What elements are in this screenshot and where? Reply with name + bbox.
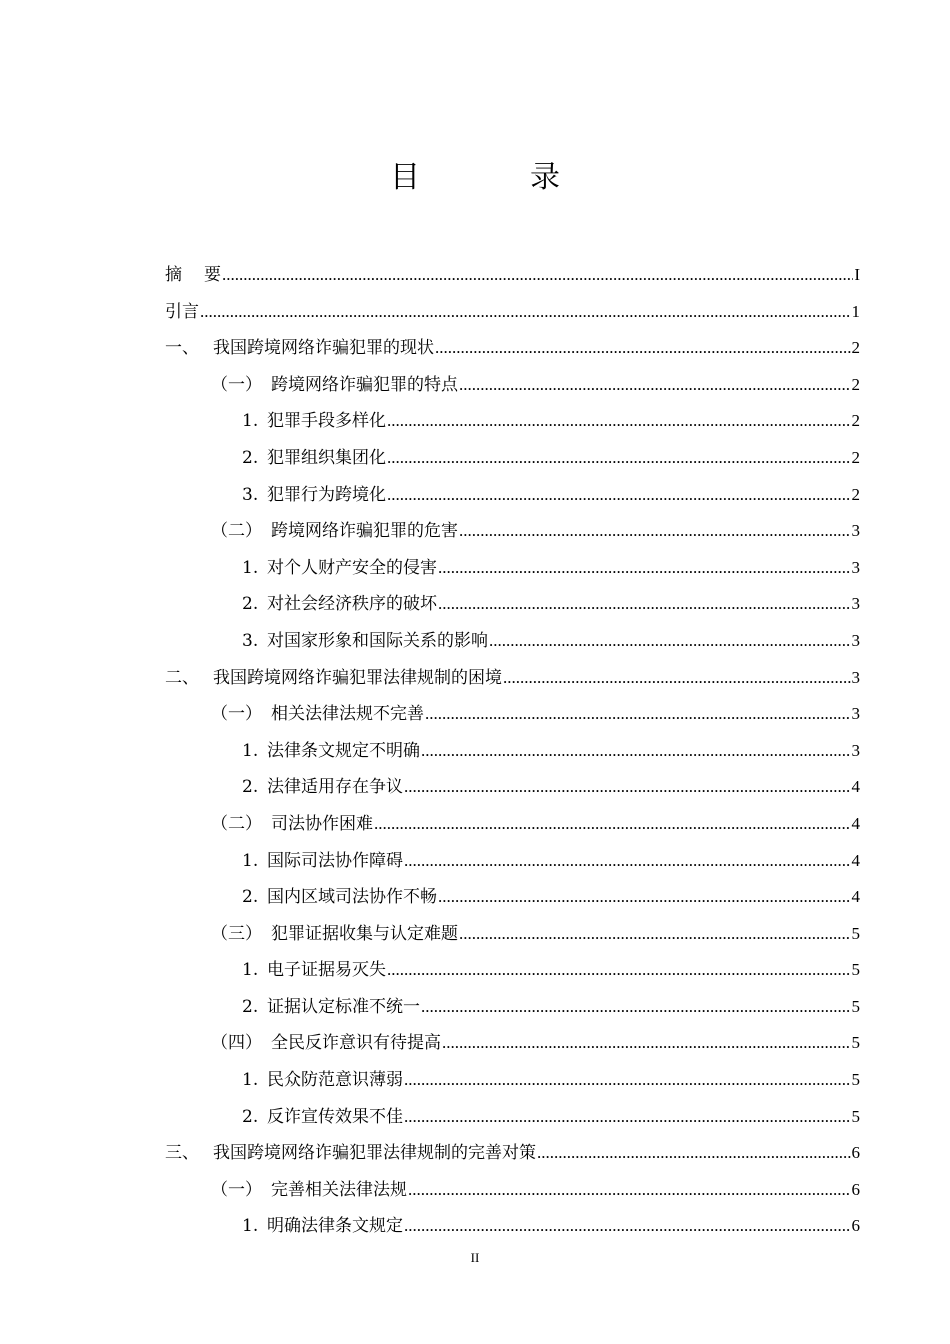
toc-entry-number: 2.: [242, 777, 259, 798]
toc-entry[interactable]: [165, 733, 860, 770]
toc-leader-dots: [438, 550, 851, 587]
toc-leader-dots: [387, 952, 851, 989]
toc-leader-dots: [489, 623, 851, 660]
toc-entry-title: 司法协作困难: [271, 813, 373, 834]
toc-leader-dots: [374, 806, 851, 843]
toc-entry-title: 反诈宣传效果不佳: [267, 1106, 403, 1127]
toc-entry-number: 二、: [165, 667, 199, 688]
toc-entry-page: 4: [851, 777, 860, 797]
toc-entry-number: （三）: [211, 923, 262, 944]
toc-entry-page: 4: [851, 813, 860, 833]
toc-entry-number: 2.: [242, 1106, 259, 1127]
toc-leader-dots: [404, 769, 851, 806]
toc-entry-title: 我国跨境网络诈骗犯罪法律规制的完善对策: [213, 1143, 536, 1164]
toc-entry-page: 3: [851, 704, 860, 724]
toc-entry-page: 2: [851, 484, 860, 504]
toc-entry-title: 电子证据易灭失: [267, 960, 386, 981]
toc-leader-dots: [200, 294, 851, 331]
toc-entry-page: 4: [851, 850, 860, 870]
toc-entry-title: 犯罪证据收集与认定难题: [271, 923, 458, 944]
toc-entry[interactable]: [165, 367, 860, 404]
toc-entry-title: 犯罪手段多样化: [267, 411, 386, 432]
toc-entry-number: 1.: [242, 1216, 259, 1237]
toc-entry[interactable]: [165, 843, 860, 880]
toc-entry-title: 犯罪组织集团化: [267, 447, 386, 468]
toc-entry-title: 完善相关法律法规: [271, 1179, 407, 1200]
toc-leader-dots: [438, 879, 851, 916]
toc-entry-number: 三、: [165, 1143, 199, 1164]
toc-leader-dots: [425, 696, 851, 733]
toc-entry-title: 我国跨境网络诈骗犯罪的现状: [213, 338, 434, 359]
toc-leader-dots: [442, 1025, 851, 1062]
toc-entry-title: 相关法律法规不完善: [271, 704, 424, 725]
toc-entry-page: 5: [851, 960, 860, 980]
toc-entry-title: 民众防范意识薄弱: [267, 1070, 403, 1091]
toc-entry[interactable]: [165, 440, 860, 477]
toc-entry-number: 一、: [165, 338, 199, 359]
toc-entry-number: 1.: [242, 411, 259, 432]
toc-leader-dots: [404, 1062, 851, 1099]
toc-entry[interactable]: [165, 586, 860, 623]
toc-entry-number: 3.: [242, 630, 259, 651]
toc-leader-dots: [421, 989, 851, 1026]
toc-leader-dots: [459, 367, 851, 404]
toc-entry[interactable]: [165, 989, 860, 1026]
toc-entry[interactable]: [165, 696, 860, 733]
toc-leader-dots: [387, 440, 851, 477]
toc-entry-page: 5: [851, 996, 860, 1016]
toc-entry[interactable]: [165, 1135, 860, 1172]
toc-leader-dots: [459, 916, 851, 953]
toc-entry-page: 2: [851, 411, 860, 431]
toc-entry-page: 6: [851, 1216, 860, 1236]
toc-entry-number: 2.: [242, 996, 259, 1017]
toc-entry-title: 我国跨境网络诈骗犯罪法律规制的困境: [213, 667, 502, 688]
toc-entry-title: 跨境网络诈骗犯罪的特点: [271, 374, 458, 395]
toc-entry[interactable]: [165, 623, 860, 660]
toc-leader-dots: [222, 257, 853, 294]
toc-entry-page: 5: [851, 1033, 860, 1053]
toc-entry[interactable]: [165, 477, 860, 514]
toc-entry-page: 5: [851, 1070, 860, 1090]
toc-entry-page: 4: [851, 887, 860, 907]
toc-entry-number: （四）: [211, 1033, 262, 1054]
toc-leader-dots: [404, 1208, 851, 1245]
toc-entry-number: （一）: [211, 1179, 262, 1200]
toc-entry-page: I: [854, 265, 860, 284]
toc-entry-number: 1.: [242, 557, 259, 578]
toc-entry-title: 国内区域司法协作不畅: [267, 887, 437, 908]
toc-entry-title: 对国家形象和国际关系的影响: [267, 630, 488, 651]
toc-leader-dots: [438, 586, 851, 623]
toc-entry-page: 2: [851, 338, 860, 358]
toc-entry[interactable]: [165, 257, 860, 294]
toc-entry[interactable]: [165, 916, 860, 953]
toc-leader-dots: [404, 1099, 851, 1136]
toc-entry-page: 5: [851, 923, 860, 943]
toc-entry-page: 3: [851, 521, 860, 541]
toc-entry-title: 跨境网络诈骗犯罪的危害: [271, 521, 458, 542]
toc-entry-number: （一）: [211, 374, 262, 395]
toc-entry-number: （二）: [211, 813, 262, 834]
toc-entry-title: 法律条文规定不明确: [267, 740, 420, 761]
toc-entry[interactable]: [165, 550, 860, 587]
toc-leader-dots: [435, 330, 851, 367]
toc-leader-dots: [387, 403, 851, 440]
toc-entry-page: 3: [851, 630, 860, 650]
toc-entry[interactable]: [165, 513, 860, 550]
toc-entry[interactable]: [165, 403, 860, 440]
toc-leader-dots: [404, 843, 851, 880]
toc-entry-page: 6: [851, 1143, 860, 1163]
toc-entry-number: 2.: [242, 594, 259, 615]
toc-entry[interactable]: [165, 769, 860, 806]
toc-entry-page: 2: [851, 374, 860, 394]
toc-entry-title: 全民反诈意识有待提高: [271, 1033, 441, 1054]
toc-entry-title: 法律适用存在争议: [267, 777, 403, 798]
toc-entry-number: 1.: [242, 740, 259, 761]
toc-entry-page: 3: [851, 557, 860, 577]
toc-entry-number: 2.: [242, 447, 259, 468]
toc-entry[interactable]: [165, 806, 860, 843]
toc-entry[interactable]: [165, 294, 860, 331]
toc-entry-title: 犯罪行为跨境化: [267, 484, 386, 505]
toc-entry[interactable]: [165, 1208, 860, 1245]
toc-entry-number: （二）: [211, 521, 262, 542]
toc-leader-dots: [421, 733, 851, 770]
toc-entry[interactable]: [165, 1062, 860, 1099]
toc-entry-page: 2: [851, 447, 860, 467]
table-of-contents: [165, 257, 860, 1245]
toc-entry-title: 明确法律条文规定: [267, 1216, 403, 1237]
toc-entry[interactable]: [165, 330, 860, 367]
toc-entry-page: 5: [851, 1106, 860, 1126]
toc-leader-dots: [537, 1135, 851, 1172]
toc-entry[interactable]: [165, 879, 860, 916]
toc-entry-number: 2.: [242, 887, 259, 908]
toc-entry-title: 对个人财产安全的侵害: [267, 557, 437, 578]
toc-entry-page: 3: [851, 594, 860, 614]
toc-entry-number: （一）: [211, 704, 262, 725]
toc-entry[interactable]: [165, 660, 860, 697]
toc-entry-title: 引言: [165, 301, 199, 322]
toc-entry-title: 国际司法协作障碍: [267, 850, 403, 871]
toc-entry-number: 1.: [242, 960, 259, 981]
toc-entry[interactable]: [165, 1172, 860, 1209]
toc-entry-title: 证据认定标准不统一: [267, 996, 420, 1017]
toc-leader-dots: [459, 513, 851, 550]
toc-entry-page: 3: [851, 667, 860, 687]
toc-leader-dots: [387, 477, 851, 514]
toc-entry[interactable]: [165, 952, 860, 989]
toc-leader-dots: [503, 660, 851, 697]
toc-entry-title: 对社会经济秩序的破坏: [267, 594, 437, 615]
toc-entry-page: 1: [851, 301, 860, 321]
toc-leader-dots: [408, 1172, 851, 1209]
toc-entry-page: 3: [851, 740, 860, 760]
toc-entry-number: 1.: [242, 1070, 259, 1091]
toc-entry-title: 摘要: [165, 265, 243, 285]
toc-entry-number: 3.: [242, 484, 259, 505]
toc-entry[interactable]: [165, 1099, 860, 1136]
toc-entry-number: 1.: [242, 850, 259, 871]
page-title: 目 录: [390, 160, 600, 195]
toc-entry-page: 6: [851, 1179, 860, 1199]
toc-entry[interactable]: [165, 1025, 860, 1062]
footer-page-number: II: [470, 1250, 480, 1265]
